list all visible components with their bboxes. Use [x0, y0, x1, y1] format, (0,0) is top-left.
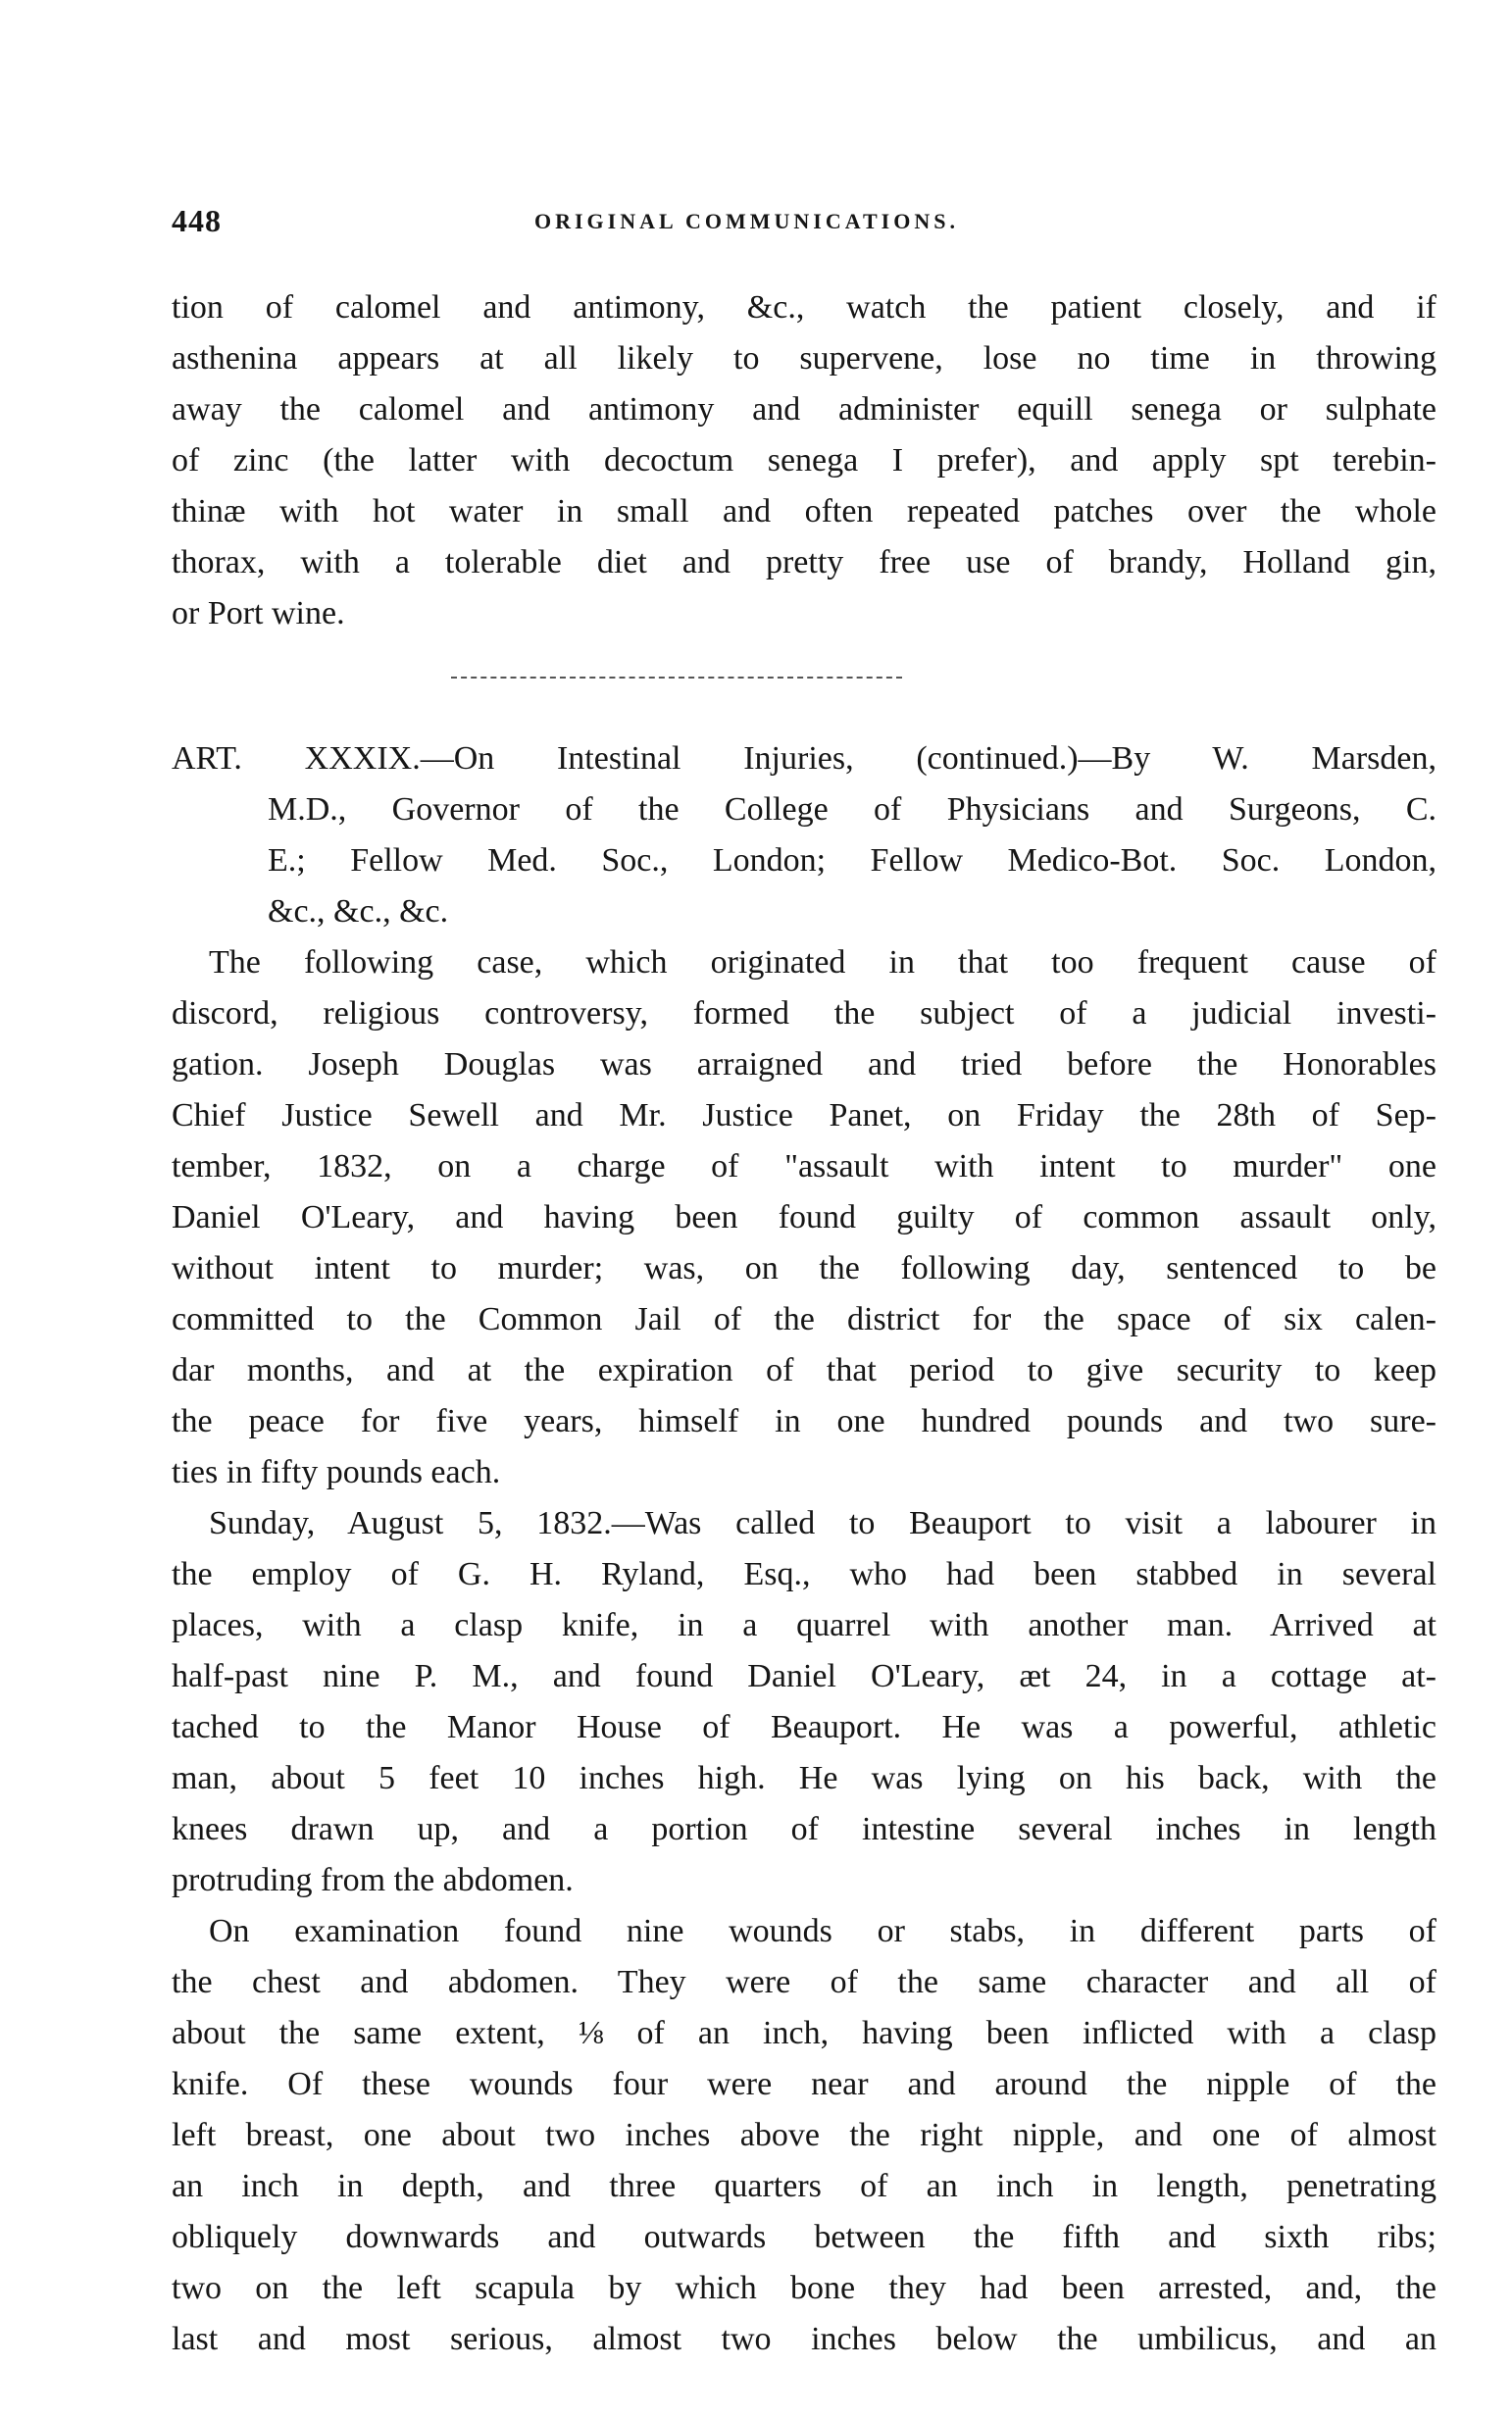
text-line: gation. Joseph Douglas was arraigned and tried before the Honorables [172, 1046, 1436, 1083]
text-line: man, about 5 feet 10 inches high. He was lying on his back, with the [172, 1760, 1436, 1796]
text-line: On examination found nine wounds or stabs, in different parts of [209, 1913, 1436, 1949]
text-line: the chest and abdomen. They were of the same character and all of [172, 1964, 1436, 2000]
text-line: committed to the Common Jail of the district for the space of six calen- [172, 1301, 1436, 1337]
text-line: discord, religious controversy, formed the subject of a judicial investi- [172, 995, 1436, 1032]
text-line: left breast, one about two inches above the right nipple, and one of almost [172, 2117, 1436, 2153]
text-line: Sunday, August 5, 1832.—Was called to Beauport to visit a labourer in [209, 1505, 1436, 1541]
text-line: last and most serious, almost two inches below the umbilicus, and an [172, 2321, 1436, 2357]
text-line: the employ of G. H. Ryland, Esq., who had been stabbed in several [172, 1556, 1436, 1592]
text-line: asthenina appears at all likely to supervene, lose no time in throwing [172, 340, 1436, 377]
text-line: away the calomel and antimony and administer equill senega or sulphate [172, 391, 1436, 428]
page-number: 448 [172, 203, 222, 238]
text-line: obliquely downwards and outwards between the fifth and sixth ribs; [172, 2219, 1436, 2255]
section-separator [451, 677, 902, 679]
text-line: of zinc (the latter with decoctum senega I prefer), and apply spt terebin- [172, 442, 1436, 479]
text-line: two on the left scapula by which bone they had been arrested, and, the [172, 2270, 1436, 2306]
text-line: an inch in depth, and three quarters of an inch in length, penetrating [172, 2168, 1436, 2204]
page-header [172, 203, 1436, 242]
text-line: the peace for five years, himself in one hundred pounds and two sure- [172, 1403, 1436, 1439]
heading-line: &c., &c., &c. [268, 893, 449, 930]
text-line: places, with a clasp knife, in a quarrel with another man. Arrived at [172, 1607, 1436, 1643]
text-line: half-past nine P. M., and found Daniel O'Leary, æt 24, in a cottage at- [172, 1658, 1436, 1694]
heading-line: ART. XXXIX.—On Intestinal Injuries, (continued.)—By W. Marsden, [172, 740, 1436, 777]
text-line: The following case, which originated in that too frequent cause of [209, 944, 1436, 981]
text-line: tion of calomel and antimony, &c., watch the patient closely, and if [172, 289, 1436, 326]
text-line: Daniel O'Leary, and having been found guilty of common assault only, [172, 1199, 1436, 1235]
running-title: ORIGINAL COMMUNICATIONS. [534, 209, 959, 233]
text-line: thorax, with a tolerable diet and pretty free use of brandy, Holland gin, [172, 544, 1436, 580]
text-line: thinæ with hot water in small and often repeated patches over the whole [172, 493, 1436, 529]
text-line: dar months, and at the expiration of that period to give security to keep [172, 1352, 1436, 1388]
heading-line: M.D., Governor of the College of Physicians and Surgeons, C. [268, 791, 1436, 828]
text-line: or Port wine. [172, 595, 345, 631]
text-line: knife. Of these wounds four were near and around the nipple of the [172, 2066, 1436, 2102]
text-line: tached to the Manor House of Beauport. He was a powerful, athletic [172, 1709, 1436, 1745]
text-line: tember, 1832, on a charge of "assault with intent to murder" one [172, 1148, 1436, 1184]
heading-line: E.; Fellow Med. Soc., London; Fellow Medico-Bot. Soc. London, [268, 842, 1436, 879]
text-line: without intent to murder; was, on the following day, sentenced to be [172, 1250, 1436, 1286]
text-line: knees drawn up, and a portion of intestine several inches in length [172, 1811, 1436, 1847]
text-line: about the same extent, ⅛ of an inch, having been inflicted with a clasp [172, 2015, 1436, 2051]
text-line: protruding from the abdomen. [172, 1862, 574, 1898]
text-line: Chief Justice Sewell and Mr. Justice Panet, on Friday the 28th of Sep- [172, 1097, 1436, 1133]
text-line: ties in fifty pounds each. [172, 1454, 501, 1490]
